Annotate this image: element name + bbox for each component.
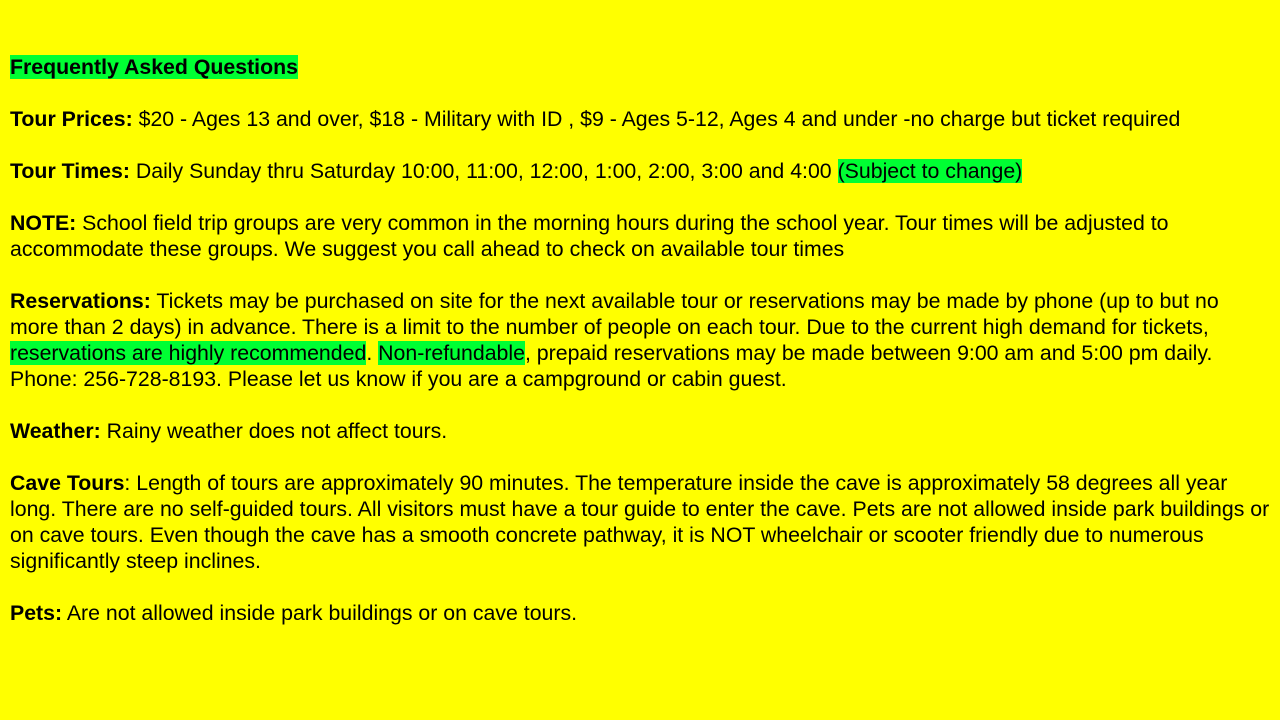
- tour-times-paragraph: [10, 158, 1270, 184]
- tour-times-text: Daily Sunday thru Saturday 10:00, 11:00, 12:00, 1:00, 2:00, 3:00 and 4:00: [129, 159, 838, 183]
- reservations-paragraph: [10, 288, 1270, 392]
- tour-prices-label: Tour Prices:: [10, 107, 133, 131]
- subject-to-change-highlight: (Subject to change): [837, 159, 1023, 183]
- tour-prices-paragraph: [10, 106, 1270, 132]
- tour-prices-text: $20 - Ages 13 and over, $18 - Military with ID , $9 - Ages 5-12, Ages 4 and under -no charge but ticket required: [132, 107, 1181, 131]
- reservations-text-2: .: [366, 341, 379, 365]
- faq-title: Frequently Asked Questions: [10, 55, 298, 79]
- reservations-label: Reservations:: [10, 289, 151, 313]
- reservations-text-3: , prepaid reservations may be made between 9:00 am and 5:00 pm daily. Phone: 256-728-8193. Please let us know if you are a campground or cabin guest.: [10, 341, 1213, 391]
- reservations-recommended-highlight: reservations are highly recommended: [10, 341, 367, 365]
- pets-text: Are not allowed inside park buildings or on cave tours.: [62, 601, 578, 625]
- note-text: School field trip groups are very common in the morning hours during the school year. Tour times will be adjusted to accommodate these groups. We suggest you call ahead to check on available tour times: [10, 211, 1169, 261]
- tour-times-label: Tour Times:: [10, 159, 130, 183]
- cave-tours-label: Cave Tours: [10, 471, 125, 495]
- weather-label: Weather:: [10, 419, 101, 443]
- reservations-text-1: Tickets may be purchased on site for the next available tour or reservations may be made by phone (up to but no more than 2 days) in advance. There is a limit to the number of people on each tour. Due to the current high demand for tickets,: [10, 289, 1219, 339]
- note-label: NOTE:: [10, 211, 77, 235]
- note-paragraph: [10, 210, 1270, 262]
- weather-text: Rainy weather does not affect tours.: [100, 419, 448, 443]
- non-refundable-highlight: Non-refundable: [378, 341, 525, 365]
- pets-paragraph: [10, 600, 1270, 626]
- pets-label: Pets:: [10, 601, 63, 625]
- cave-tours-paragraph: [10, 470, 1270, 574]
- cave-tours-text: : Length of tours are approximately 90 minutes. The temperature inside the cave is approximately 58 degrees all year long. There are no self-guided tours. All visitors must have a tour guide to enter the cave. Pets are not allowed inside park buildings or on cave tours. Even though the cave has a smooth concrete pathway, it is NOT wheelchair or scooter friendly due to numerous significantly steep inclines.: [10, 471, 1270, 573]
- weather-paragraph: [10, 418, 1270, 444]
- faq-title-paragraph: [10, 54, 1270, 80]
